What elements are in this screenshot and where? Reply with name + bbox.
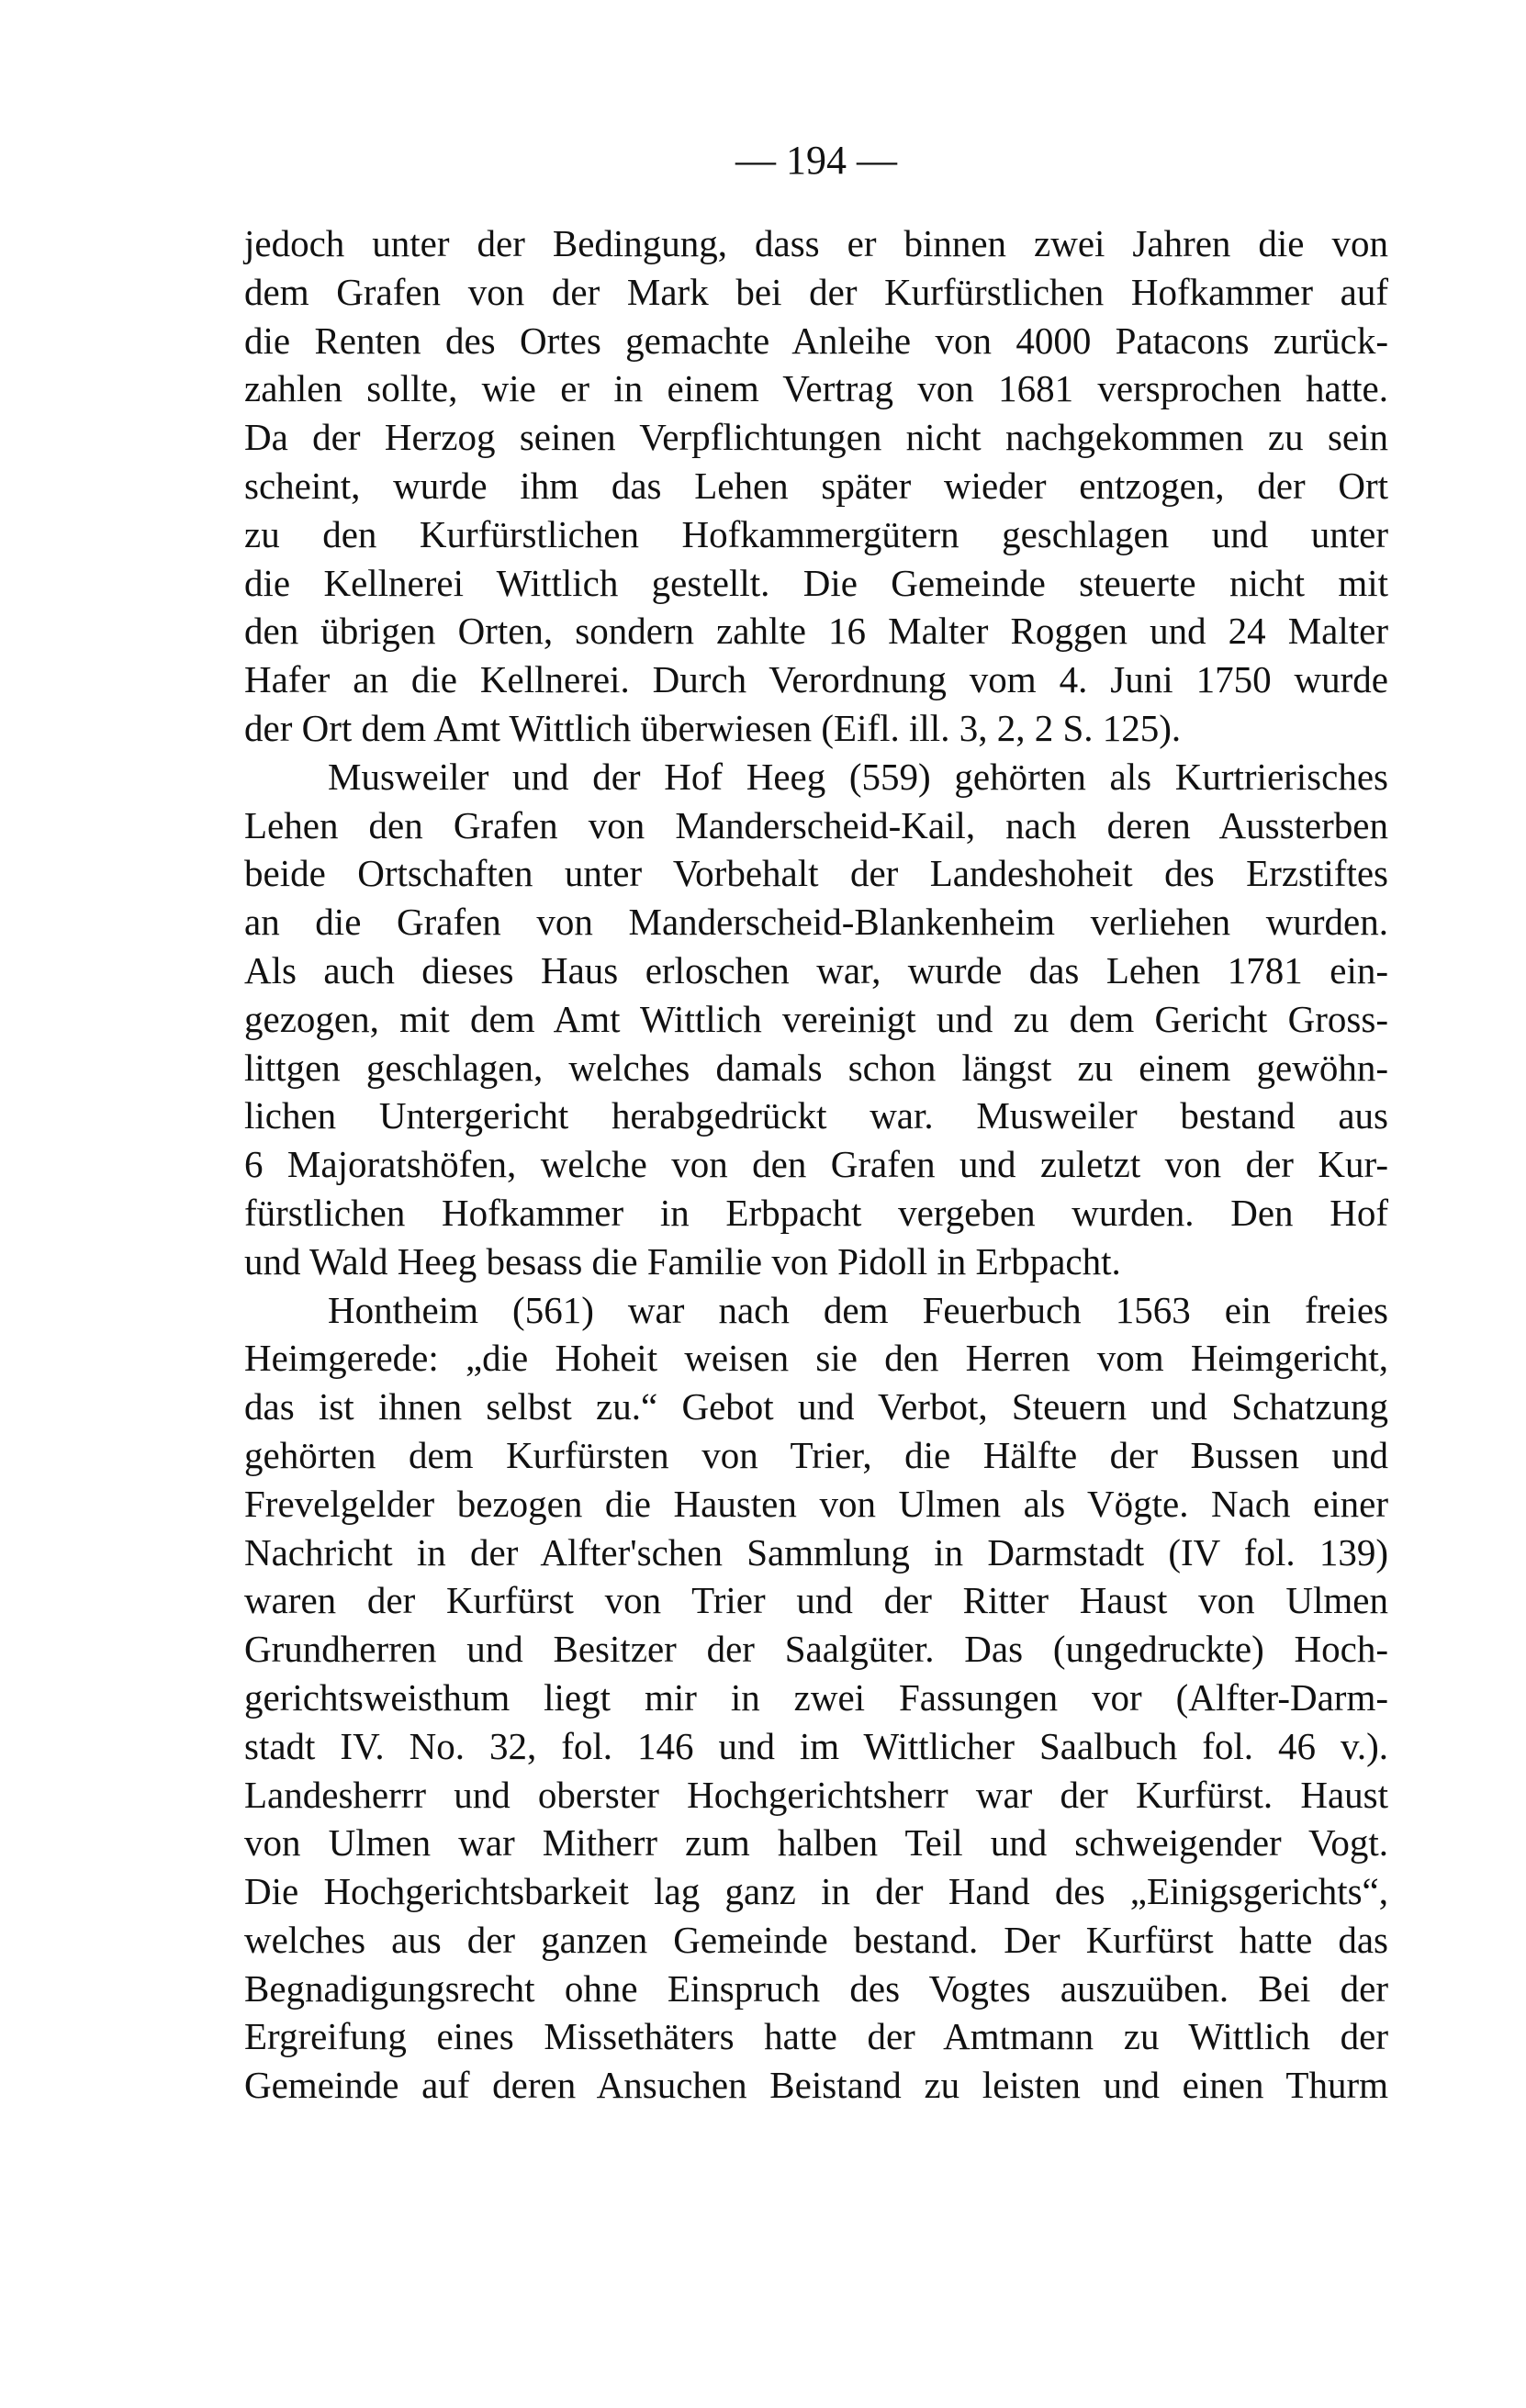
text-line: dem Grafen von der Mark bei der Kurfürstlichen Hofkammer auf <box>244 270 1388 313</box>
text-line: von Ulmen war Mitherr zum halben Teil und schweigender Vogt. <box>244 1821 1388 1865</box>
text-line: fürstlichen Hofkammer in Erbpacht vergeben wurden. Den Hof <box>244 1191 1388 1234</box>
text-line: gerichtsweisthum liegt mir in zwei Fassungen vor (Alfter-Darm- <box>244 1675 1388 1719</box>
text-line: Grundherren und Besitzer der Saalgüter. Das (ungedruckte) Hoch- <box>244 1628 1388 1671</box>
text-line: Gemeinde auf deren Ansuchen Beistand zu leisten und einen Thurm <box>244 2064 1388 2107</box>
text-line: 6 Majoratshöfen, welche von den Grafen und zuletzt von der Kur- <box>244 1143 1388 1186</box>
text-line: Musweiler und der Hof Heeg (559) gehörten als Kurtrierisches <box>328 755 1388 798</box>
text-line: gehörten dem Kurfürsten von Trier, die Hälfte der Bussen und <box>244 1433 1388 1476</box>
text-line: das ist ihnen selbst zu.“ Gebot und Verbot, Steuern und Schatzung <box>244 1385 1388 1428</box>
text-line: der Ort dem Amt Wittlich überwiesen (Eifl. ill. 3, 2, 2 S. 125). <box>244 706 1182 749</box>
text-line: Hontheim (561) war nach dem Feuerbuch 1563 ein freies <box>328 1288 1388 1331</box>
text-line: Nachricht in der Alfter'schen Sammlung in Darmstadt (IV fol. 139) <box>244 1530 1388 1574</box>
text-line: Lehen den Grafen von Manderscheid-Kail, nach deren Aussterben <box>244 803 1388 846</box>
text-line: Ergreifung eines Missethäters hatte der Amtmann zu Wittlich der <box>244 2015 1388 2058</box>
text-line: zu den Kurfürstlichen Hofkammergütern geschlagen und unter <box>244 512 1388 555</box>
text-line: Begnadigungsrecht ohne Einspruch des Vogtes auszuüben. Bei der <box>244 1966 1388 2010</box>
text-line: waren der Kurfürst von Trier und der Ritter Haust von Ulmen <box>244 1579 1388 1622</box>
text-line: jedoch unter der Bedingung, dass er binnen zwei Jahren die von <box>244 222 1388 264</box>
text-line: stadt IV. No. 32, fol. 146 und im Wittlicher Saalbuch fol. 46 v.). <box>244 1724 1388 1767</box>
text-line: gezogen, mit dem Amt Wittlich vereinigt und zu dem Gericht Gross- <box>244 997 1388 1040</box>
text-line: littgen geschlagen, welches damals schon längst zu einem gewöhn- <box>244 1046 1388 1089</box>
text-line: welches aus der ganzen Gemeinde bestand. Der Kurfürst hatte das <box>244 1918 1388 1961</box>
text-line: die Kellnerei Wittlich gestellt. Die Gemeinde steuerte nicht mit <box>244 561 1388 604</box>
text-line: beide Ortschaften unter Vorbehalt der Landeshoheit des Erzstiftes <box>244 852 1388 895</box>
text-line: zahlen sollte, wie er in einem Vertrag von 1681 versprochen hatte. <box>244 367 1388 410</box>
text-line: die Renten des Ortes gemachte Anleihe von 4000 Patacons zurück- <box>244 319 1388 362</box>
text-line: lichen Untergericht herabgedrückt war. Musweiler bestand aus <box>244 1094 1388 1137</box>
text-line: Als auch dieses Haus erloschen war, wurde das Lehen 1781 ein- <box>244 948 1388 991</box>
text-line: scheint, wurde ihm das Lehen später wieder entzogen, der Ort <box>244 464 1388 507</box>
text-line: an die Grafen von Manderscheid-Blankenheim verliehen wurden. <box>244 901 1388 944</box>
text-line: Die Hochgerichtsbarkeit lag ganz in der Hand des „Einigsgerichts“, <box>244 1870 1388 1913</box>
text-line: Hafer an die Kellnerei. Durch Verordnung vom 4. Juni 1750 wurde <box>244 658 1388 701</box>
text-line: und Wald Heeg besass die Familie von Pidoll in Erbpacht. <box>244 1239 1121 1282</box>
text-line: Landesherrr und oberster Hochgerichtsherr war der Kurfürst. Haust <box>244 1773 1388 1816</box>
text-line: Frevelgelder bezogen die Hausten von Ulmen als Vögte. Nach einer <box>244 1482 1388 1525</box>
page-number: — 194 — <box>735 138 897 183</box>
body-text <box>244 219 1388 2110</box>
text-line: den übrigen Orten, sondern zahlte 16 Malter Roggen und 24 Malter <box>244 610 1388 653</box>
text-line: Heimgerede: „die Hoheit weisen sie den Herren vom Heimgericht, <box>244 1337 1388 1380</box>
text-line: Da der Herzog seinen Verpflichtungen nicht nachgekommen zu sein <box>244 416 1388 459</box>
